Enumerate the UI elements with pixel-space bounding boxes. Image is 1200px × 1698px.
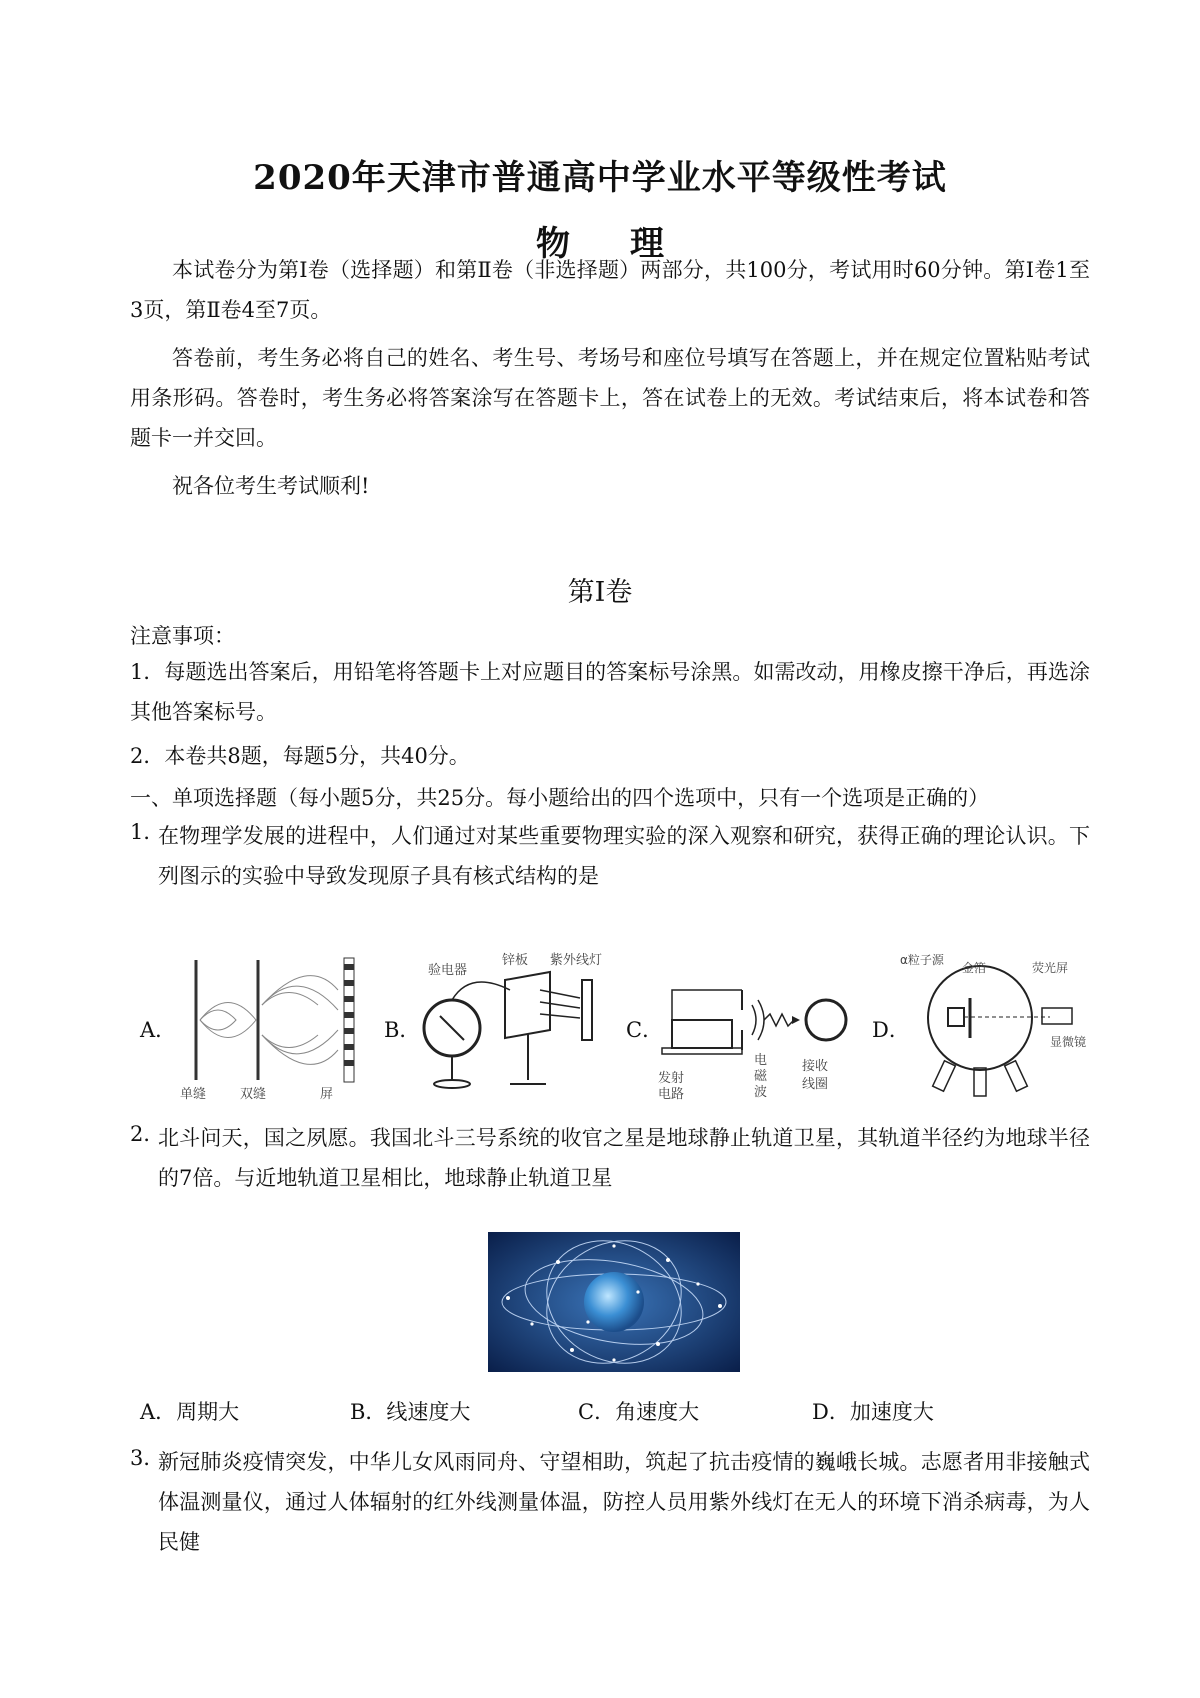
exam-title: 2020年天津市普通高中学业水平等级性考试 xyxy=(253,158,947,198)
intro-paragraph-1: 本试卷分为第Ⅰ卷（选择题）和第Ⅱ卷（非选择题）两部分，共100分，考试用时60分钟。第Ⅰ卷1至3页，第Ⅱ卷4至7页。 xyxy=(130,258,1090,322)
label-em-1: 电 xyxy=(754,1053,768,1068)
label-single-slit: 单缝 xyxy=(180,1087,207,1100)
q1-option-d-label: D． xyxy=(872,1018,910,1042)
label-transmit: 发射 xyxy=(658,1071,685,1086)
question-3-text: 新冠肺炎疫情突发，中华儿女风雨同舟、守望相助，筑起了抗击疫情的巍峨长城。志愿者用非接触式体温测量仪，通过人体辐射的红外线测量体温，防控人员用紫外线灯在无人的环境下消杀病毒，为人民健 xyxy=(158,1450,1090,1554)
label-em-2: 磁 xyxy=(754,1069,768,1084)
photoelectric-figure xyxy=(410,950,610,1100)
notice-heading: 注意事项： xyxy=(130,624,235,648)
question-1-number: 1． xyxy=(130,820,165,844)
subject-char-1: 物 xyxy=(536,224,570,264)
q1-option-c-label: C． xyxy=(626,1018,664,1042)
section-heading: 一、单项选择题（每小题5分，共25分。每小题给出的四个选项中，只有一个选项是正确的） xyxy=(130,786,990,810)
label-uv-lamp: 紫外线灯 xyxy=(550,953,603,968)
label-zinc-plate: 锌板 xyxy=(502,953,529,968)
question-3-number: 3． xyxy=(130,1446,165,1470)
q1-option-b-label: B． xyxy=(384,1018,421,1042)
intro-paragraph-2: 答卷前，考生务必将自己的姓名、考生号、考场号和座位号填写在答题上，并在规定位置粘贴考试用条形码。答卷时，考生务必将答案涂写在答题卡上，答在试卷上的无效。考试结束后，将本试卷和答题卡一并交回。 xyxy=(130,346,1090,450)
label-gold-foil: 金箔 xyxy=(962,961,987,975)
label-microscope: 显微镜 xyxy=(1050,1035,1087,1049)
em-wave-figure xyxy=(652,950,862,1100)
label-electroscope: 验电器 xyxy=(428,963,468,978)
label-fluorescent-screen: 荧光屏 xyxy=(1032,961,1069,975)
q2-option-b: B．线速度大 xyxy=(350,1400,471,1424)
q2-option-c: C．角速度大 xyxy=(578,1400,700,1424)
label-coil: 线圈 xyxy=(802,1077,829,1092)
double-slit-figure xyxy=(178,950,368,1100)
notice-item-1: 1．每题选出答案后，用铅笔将答题卡上对应题目的答案标号涂黑。如需改动，用橡皮擦干净后，再选涂其他答案标号。 xyxy=(130,660,1090,724)
q1-option-a-label: A． xyxy=(140,1018,177,1042)
notice-item-2: 2．本卷共8题，每题5分，共40分。 xyxy=(130,744,470,768)
subject-char-2: 理 xyxy=(630,224,664,264)
satellite-orbit-image xyxy=(488,1232,740,1372)
q2-option-a: A．周期大 xyxy=(140,1400,240,1424)
alpha-scattering-figure xyxy=(900,950,1100,1100)
label-receive: 接收 xyxy=(802,1059,829,1074)
question-2-number: 2． xyxy=(130,1122,165,1146)
label-screen: 屏 xyxy=(320,1087,334,1100)
intro-paragraph-3: 祝各位考生考试顺利! xyxy=(172,474,370,498)
question-1-text: 在物理学发展的进程中，人们通过对某些重要物理实验的深入观察和研究，获得正确的理论认识。下列图示的实验中导致发现原子具有核式结构的是 xyxy=(158,824,1090,888)
label-circuit: 电路 xyxy=(658,1087,685,1100)
volume-title: 第Ⅰ卷 xyxy=(567,577,633,608)
label-alpha-source: α粒子源 xyxy=(900,953,944,967)
label-em-3: 波 xyxy=(754,1085,768,1100)
q2-option-d: D．加速度大 xyxy=(812,1400,934,1424)
question-2-text: 北斗问天，国之夙愿。我国北斗三号系统的收官之星是地球静止轨道卫星，其轨道半径约为地球半径的7倍。与近地轨道卫星相比，地球静止轨道卫星 xyxy=(158,1126,1090,1190)
label-double-slit: 双缝 xyxy=(240,1087,267,1100)
